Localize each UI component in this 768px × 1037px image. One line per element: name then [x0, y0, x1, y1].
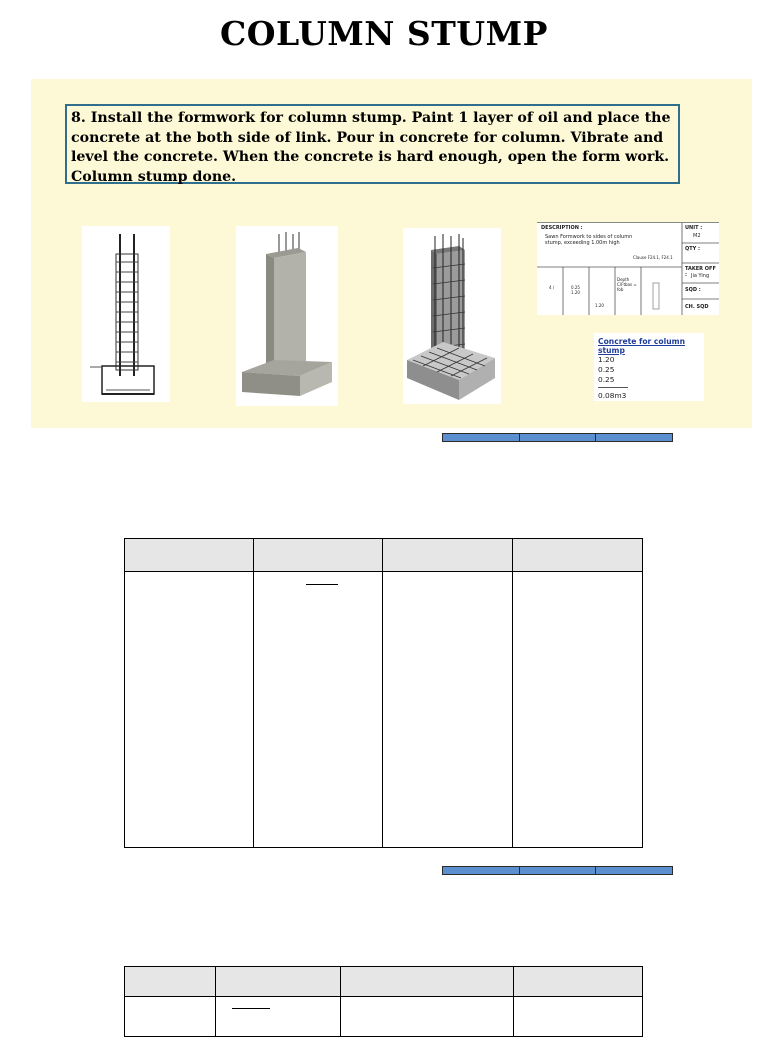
table-header-cell	[125, 967, 216, 997]
concrete-sum-line	[598, 387, 628, 388]
clause-text: Clause F24.1, F24.1	[633, 255, 673, 260]
depth-note: Depth C/Ftbas = fob	[617, 277, 637, 292]
concrete-value-1: 1.20	[598, 355, 615, 364]
color-bar-cell	[520, 867, 597, 874]
table-header-cell	[514, 967, 643, 997]
color-bar-cell	[443, 867, 520, 874]
dimension-table-1	[124, 538, 643, 848]
dimension-2: 0.25	[571, 285, 580, 290]
column-reinforcement-cage-on-footing	[403, 228, 501, 404]
taker-off-label: TAKER OFF :	[685, 266, 716, 278]
dimension-3: 1.20	[571, 290, 580, 295]
column-stump-reinforcement-section	[82, 226, 170, 402]
color-bar-cell	[520, 434, 597, 441]
unit-label: UNIT :	[685, 225, 703, 231]
table-cell	[514, 997, 643, 1037]
qty-label: QTY :	[685, 246, 701, 252]
table-header-cell	[125, 539, 254, 572]
concrete-value-3: 0.25	[598, 375, 615, 384]
concrete-calculation-card	[594, 333, 704, 401]
taking-off-description-card	[537, 222, 719, 315]
header-color-bar-2	[442, 866, 673, 875]
table-cell	[383, 572, 513, 848]
description-text: Sawn Formwork to sides of column stump, exceeding 1.00m high	[545, 234, 633, 246]
concrete-total: 0.08m3	[598, 391, 627, 400]
ch-sqd-label: CH. SQD	[685, 304, 709, 310]
color-bar-cell	[596, 434, 672, 441]
unit-value: M2	[693, 233, 701, 239]
table-cell	[216, 997, 341, 1037]
dimension-1: 4 /	[549, 285, 555, 290]
description-label: DESCRIPTION :	[541, 225, 583, 231]
table-header-cell	[513, 539, 643, 572]
table-2-underline	[232, 1008, 270, 1009]
dimension-4: 1.20	[595, 303, 604, 308]
dimension-table-2	[124, 966, 643, 1037]
header-color-bar-1	[442, 433, 673, 442]
instruction-box: 8. Install the formwork for column stump. Paint 1 layer of oil and place the concrete at the both side of link. Pour in concrete for column. Vibrate and level the concrete. When the concrete is hard enough, open the form work. Column stump done.	[65, 104, 680, 184]
concrete-value-2: 0.25	[598, 365, 615, 374]
table-header-cell	[216, 967, 341, 997]
concrete-card-title: Concrete for column stump	[598, 337, 685, 355]
table-1-underline	[306, 584, 338, 585]
concrete-column-stump-on-footing	[236, 226, 338, 406]
page-title: COLUMN STUMP	[220, 14, 548, 53]
sqd-label: SQD :	[685, 287, 701, 293]
table-cell	[125, 997, 216, 1037]
table-header-cell	[253, 539, 383, 572]
table-cell	[125, 572, 254, 848]
table-cell	[340, 997, 513, 1037]
taker-off-value: Jia Ying	[691, 273, 710, 279]
color-bar-cell	[596, 867, 672, 874]
table-cell	[513, 572, 643, 848]
table-cell	[253, 572, 383, 848]
table-header-cell	[383, 539, 513, 572]
color-bar-cell	[443, 434, 520, 441]
table-header-cell	[340, 967, 513, 997]
